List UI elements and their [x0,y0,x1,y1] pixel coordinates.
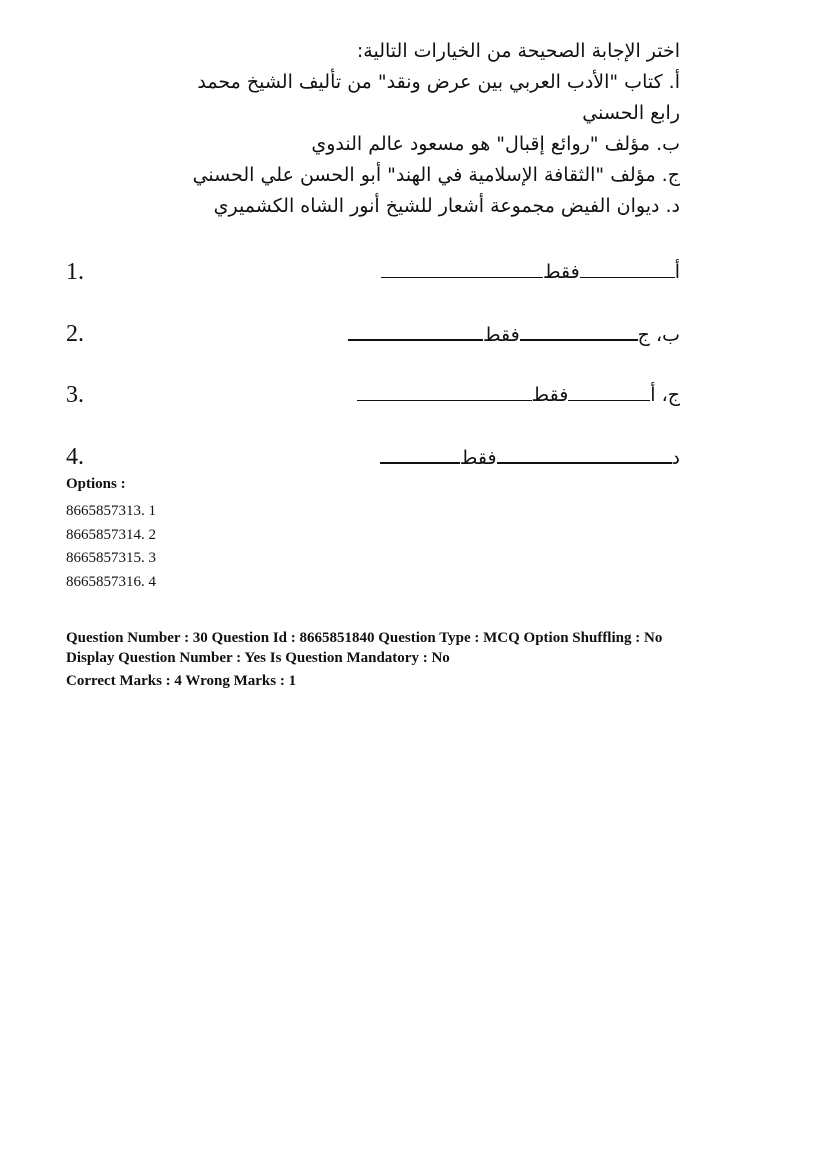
answer-blank [580,255,675,278]
answer-number: 1. [66,259,84,285]
answer-blank [348,317,483,341]
answer-suffix: فقط [459,447,497,469]
option-item: 8665857316. 4 [66,573,156,590]
question-instruction: اختر الإجابة الصحيحة من الخيارات التالية: [356,40,680,62]
answer-blank [520,317,638,341]
answer-blank [381,255,543,278]
answer-choice-1 [66,255,680,289]
answer-suffix: فقط [482,324,520,346]
options-label: Options : [66,476,126,492]
statement-c: ج. مؤلف "الثقافة الإسلامية في الهند" أبو الحسن علي الحسني [192,164,680,186]
answer-number: 4. [66,444,84,470]
answer-letters: د [671,447,680,469]
meta-line-display-info: Display Question Number : Yes Is Question Mandatory : No [66,650,450,666]
answer-choice-2 [66,317,680,351]
meta-line-question-info: Question Number : 30 Question Id : 8665851840 Question Type : MCQ Option Shuffling : No [66,630,663,646]
answer-suffix: فقط [531,384,569,406]
option-item: 8665857315. 3 [66,550,156,566]
answer-blank [568,378,650,401]
answer-blank [380,440,460,464]
answer-suffix: فقط [542,261,580,283]
question-text [170,36,680,222]
statement-b: ب. مؤلف "روائع إقبال" هو مسعود عالم الندوي [311,133,680,155]
option-item: 8665857313. 1 [66,503,156,519]
statement-a: أ. كتاب "الأدب العربي بين عرض ونقد" من تأليف الشيخ محمد رابع الحسني [197,71,680,124]
option-list [66,500,156,594]
answer-letters: ج، أ [650,384,680,406]
answer-text [357,378,680,412]
answer-text [348,317,680,352]
option-item: 8665857314. 2 [66,526,156,543]
answer-text [380,440,680,475]
statement-d: د. ديوان الفيض مجموعة أشعار للشيخ أنور الشاه الكشميري [213,195,680,217]
meta-line-marks: Correct Marks : 4 Wrong Marks : 1 [66,673,297,689]
question-metadata [66,628,746,691]
answer-letters: ب، ج [637,324,680,346]
answer-choice-3 [66,378,680,412]
answer-number: 2. [66,321,84,347]
answer-blank [357,378,532,401]
answer-blank [497,440,672,464]
answer-text [381,255,680,289]
answer-choice-4 [66,440,680,474]
answer-number: 3. [66,382,84,408]
answer-letters: أ [674,261,680,283]
